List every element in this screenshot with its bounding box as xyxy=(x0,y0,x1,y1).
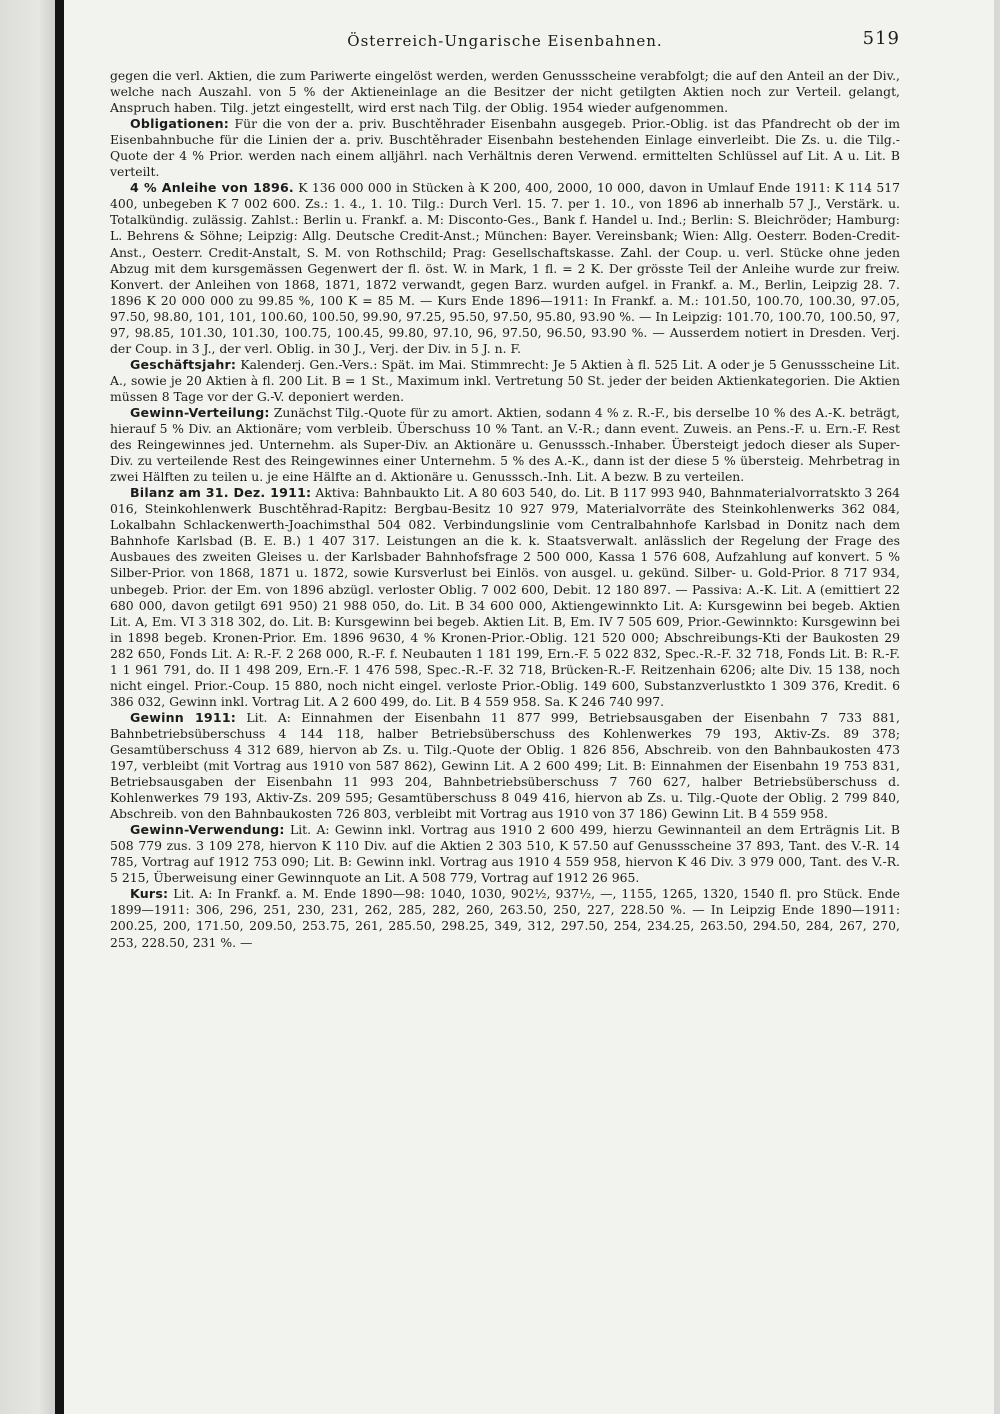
paragraph-text: Für die von der a. priv. Buschtěhrader Eisenbahn ausgegeb. Prior.-Oblig. ist das Pfandrecht ob der im Eisenbahnbuche für die Linien der a. priv. Buschtěhrader Eisenbahn bestehenden Einlage einverleibt. Die Zs. u. die Tilg.-Quote der 4 % Prior. werden nach einem alljährl. nach Verhältnis deren Verwend. ermittelten Schlüssel auf Lit. A u. Lit. B verteilt. xyxy=(110,116,900,180)
running-header xyxy=(110,28,900,56)
paragraph-text: K 136 000 000 in Stücken à K 200, 400, 2000, 10 000, davon in Umlauf Ende 1911: K 114 517 400, unbegeben K 7 002 600. Zs.: 1. 4., 1. 10. Tilg.: Durch Verl. 15. 7. per 1. 10., von 1896 ab innerhalb 57 J., Verstärk. u. Totalkündig. zulässig. Zahlst.: Berlin u. Frankf. a. M: Disconto-Ges., Bank f. Handel u. Ind.; Berlin: S. Bleichröder; Hamburg: L. Behrens & Söhne; Leipzig: Allg. Deutsche Credit-Anst.; München: Bayer. Vereinsbank; Wien: Allg. Oesterr. Boden-Credit-Anst., Oesterr. Credit-Anstalt, S. M. von Rothschild; Prag: Gesellschaftskasse. Zahl. der Coup. u. verl. Stücke ohne jeden Abzug mit dem kursgemässen Gegenwert der fl. öst. W. in Mark, 1 fl. = 2 K. Der grösste Teil der Anleihe wurde zur freiw. Konvert. der Anleihen von 1868, 1871, 1872 verwandt, gegen Barz. wurden aufgel. in Frankf. a. M., Berlin, Leipzig 28. 7. 1896 K 20 000 000 zu 99.85 %, 100 K = 85 M. — Kurs Ende 1896—1911: In Frankf. a. M.: 101.50, 100.70, 100.30, 97.05, 97.50, 98.80, 101, 101, 100.60, 100.50, 99.90, 97.25, 95.50, 97.50, 95.80, 93.90 %. — In Leipzig: 101.70, 100.70, 100.50, 97, 97, 98.85, 101.30, 101.30, 100.75, 100.45, 99.80, 97.10, 96, 97.50, 96.50, 93.90 %. — Ausserdem notiert in Dresden. Verj. der Coup. in 3 J., der verl. Oblig. in 30 J., Verj. der Div. in 5 J. n. F. xyxy=(110,180,900,356)
paragraph-anleihe-1896 xyxy=(110,180,900,357)
section-heading: 4 % Anleihe von 1896. xyxy=(130,180,294,196)
section-heading: Gewinn-Verwendung: xyxy=(130,822,285,838)
paragraph-text: gegen die verl. Aktien, die zum Pariwerte eingelöst werden, werden Genussscheine verabfolgt; die auf den Anteil an der Div., welche nach Auszahl. von 5 % der Aktieneinlage an die Besitzer der nicht getilgten Aktien noch zur Verteil. gelangt, Anspruch haben. Tilg. jetzt eingestellt, wird erst nach Tilg. der Oblig. 1954 wieder aufgenommen. xyxy=(110,68,900,116)
paragraph-text: Kalenderj. Gen.-Vers.: Spät. im Mai. Stimmrecht: Je 5 Aktien à fl. 525 Lit. A oder je 5 Genussscheine Lit. A., sowie je 20 Aktien à fl. 200 Lit. B = 1 St., Maximum inkl. Vertretung 50 St. jeder der beiden Aktienkategorien. Die Aktien müssen 8 Tage vor der G.-V. deponiert werden. xyxy=(110,356,900,404)
section-heading: Gewinn-Verteilung: xyxy=(130,404,270,420)
paragraph-kurs xyxy=(110,886,900,950)
paragraph-text: Aktiva: Bahnbaukto Lit. A 80 603 540, do. Lit. B 117 993 940, Bahnmaterialvorratskto 3 264 016, Steinkohlenwerk Buschtěhrad-Rapitz: Bergbau-Besitz 10 927 979, Materialvorräte des Steinkohlenwerks 362 084, Lokalbahn Schlackenwerth-Joachimsthal 504 082. Verbindungslinie vom Centralbahnhofe Karlsbad in Donitz nach dem Bahnhofe Karlsbad (B. E. B.) 1 407 317. Leistungen an die k. k. Staatsverwalt. anlässlich der Regelung der Frage des Ausbaues des zweiten Gleises u. der Karlsbader Bahnhofsfrage 2 500 000, Kassa 1 576 608, Aufzahlung auf konvert. 5 % Silber-Prior. von 1868, 1871 u. 1872, sowie Kursverlust bei Einlös. von ausgel. u. gekünd. Silber- u. Gold-Prior. 8 717 934, unbegeb. Prior. der Em. von 1896 abzügl. verloster Oblig. 7 002 600, Debit. 12 180 897. — Passiva: A.-K. Lit. A (emittiert 22 680 000, davon getilgt 691 950) 21 988 050, do. Lit. B 34 600 000, Aktiengewinnkto Lit. A: Kursgewinn bei begeb. Aktien Lit. A, Em. VI 3 318 302, do. Lit. B: Kursgewinn bei begeb. Aktien Lit. B, Em. IV 7 505 609, Prior.-Gewinnkto: Kursgewinn bei in 1898 begeb. Kronen-Prior. Em. 1896 9630, 4 % Kronen-Prior.-Oblig. 121 520 000; Abschreibungs-Kti der Baukosten 29 282 650, Fonds Lit. A: R.-F. 2 268 000, R.-F. f. Neubauten 1 181 199, Ern.-F. 5 022 832, Spec.-R.-F. 32 718, Fonds Lit. B: R.-F. 1 1 961 791, do. II 1 498 209, Ern.-F. 1 476 598, Spec.-R.-F. 32 718, Brücken-R.-F. Reitzenhain 6206; alte Div. 15 138, noch nicht eingel. Prior.-Coup. 15 880, noch nicht eingel. verloste Prior.-Oblig. 149 600, Substanzverlustkto 1 309 376, Kredit. 6 386 032, Gewinn inkl. Vortrag Lit. A 2 600 499, do. Lit. B 4 559 958. Sa. K 246 740 997. xyxy=(110,485,900,709)
section-heading: Kurs: xyxy=(130,886,169,902)
section-heading: Bilanz am 31. Dez. 1911: xyxy=(130,485,312,501)
paragraph-gewinn-1911 xyxy=(110,710,900,822)
paragraph-bilanz xyxy=(110,485,900,710)
paragraph-text: Zunächst Tilg.-Quote für zu amort. Aktien, sodann 4 % z. R.-F., bis derselbe 10 % des A.-K. beträgt, hierauf 5 % Div. an Aktionäre; vom verbleib. Überschuss 10 % Tant. an V.-R.; dann event. Zuweis. an Pens.-F. u. Ern.-F. Rest des Reingewinnes jed. Unternehm. als Super-Div. an Aktionäre u. Genusssch.-Inhaber. Übersteigt jedoch dieser als Super-Div. zu verteilende Rest des Reingewinnes einer Unternehm. 5 % des A.-K., dann ist der diese 5 % übersteig. Mehrbetrag in zwei Hälften zu teilen u. je eine Hälfte an d. Aktionäre u. Genusssch.-Inh. Lit. A bezw. B zu verteilen. xyxy=(110,404,900,485)
paragraph-text: Lit. A: Gewinn inkl. Vortrag aus 1910 2 600 499, hierzu Gewinnanteil an dem Erträgnis Lit. B 508 779 zus. 3 109 278, hiervon K 110 Div. auf die Aktien 2 303 510, K 57.50 auf Genussscheine 37 893, Tant. des V.-R. 14 785, Vortrag auf 1912 753 090; Lit. B: Gewinn inkl. Vortrag aus 1910 4 559 958, hiervon K 46 Div. 3 979 000, Tant. des V.-R. 5 215, Überweisung einer Gewinnquote an Lit. A 508 779, Vortrag auf 1912 26 965. xyxy=(110,822,900,886)
paragraph-gewinn-verteilung xyxy=(110,405,900,485)
section-heading: Obligationen: xyxy=(130,116,229,132)
paragraph-gewinn-verwendung xyxy=(110,822,900,886)
right-page-edge xyxy=(994,0,1000,1414)
binding-gutter xyxy=(55,0,64,1414)
page xyxy=(110,28,900,951)
paragraph-text: Lit. A: In Frankf. a. M. Ende 1890—98: 1040, 1030, 902½, 937½, —, 1155, 1265, 1320, 1540 fl. pro Stück. Ende 1899—1911: 306, 296, 251, 230, 231, 262, 285, 282, 260, 263.50, 250, 227, 228.50 %. — In Leipzig Ende 1890—1911: 200.25, 200, 171.50, 209.50, 253.75, 261, 285.50, 298.25, 349, 312, 297.50, 254, 234.25, 263.50, 294.50, 284, 267, 270, 253, 228.50, 231 %. — xyxy=(110,886,900,950)
paragraph-obligationen xyxy=(110,116,900,180)
paragraph-geschaeftsjahr xyxy=(110,357,900,405)
paragraph-text: Lit. A: Einnahmen der Eisenbahn 11 877 999, Betriebsausgaben der Eisenbahn 7 733 881, Bahnbetriebsüberschuss 4 144 118, halber Betriebsüberschuss des Kohlenwerkes 79 193, Aktiv-Zs. 89 378; Gesamtüberschuss 4 312 689, hiervon ab Zs. u. Tilg.-Quote der Oblig. 1 826 856, Abschreib. von den Bahnbaukosten 473 197, verbleibt (mit Vortrag aus 1910 von 587 862), Gewinn Lit. A 2 600 499; Lit. B: Einnahmen der Eisenbahn 19 753 831, Betriebsausgaben der Eisenbahn 11 993 204, Bahnbetriebsüberschuss 7 760 627, halber Betriebsüberschuss d. Kohlenwerkes 79 193, Aktiv-Zs. 209 595; Gesamtüberschuss 8 049 416, hiervon ab Zs. u. Tilg.-Quote der Oblig. 2 799 840, Abschreib. von den Bahnbaukosten 726 803, verbleibt mit Vortrag aus 1910 von 37 186) Gewinn Lit. B 4 559 958. xyxy=(110,709,900,822)
section-heading: Geschäftsjahr: xyxy=(130,356,237,372)
page-number: 519 xyxy=(862,28,900,49)
body-text xyxy=(110,68,900,951)
paragraph-share-rules xyxy=(110,68,900,116)
left-page-edge xyxy=(0,0,55,1414)
running-title: Österreich-Ungarische Eisenbahnen. xyxy=(347,32,663,50)
section-heading: Gewinn 1911: xyxy=(130,709,237,725)
